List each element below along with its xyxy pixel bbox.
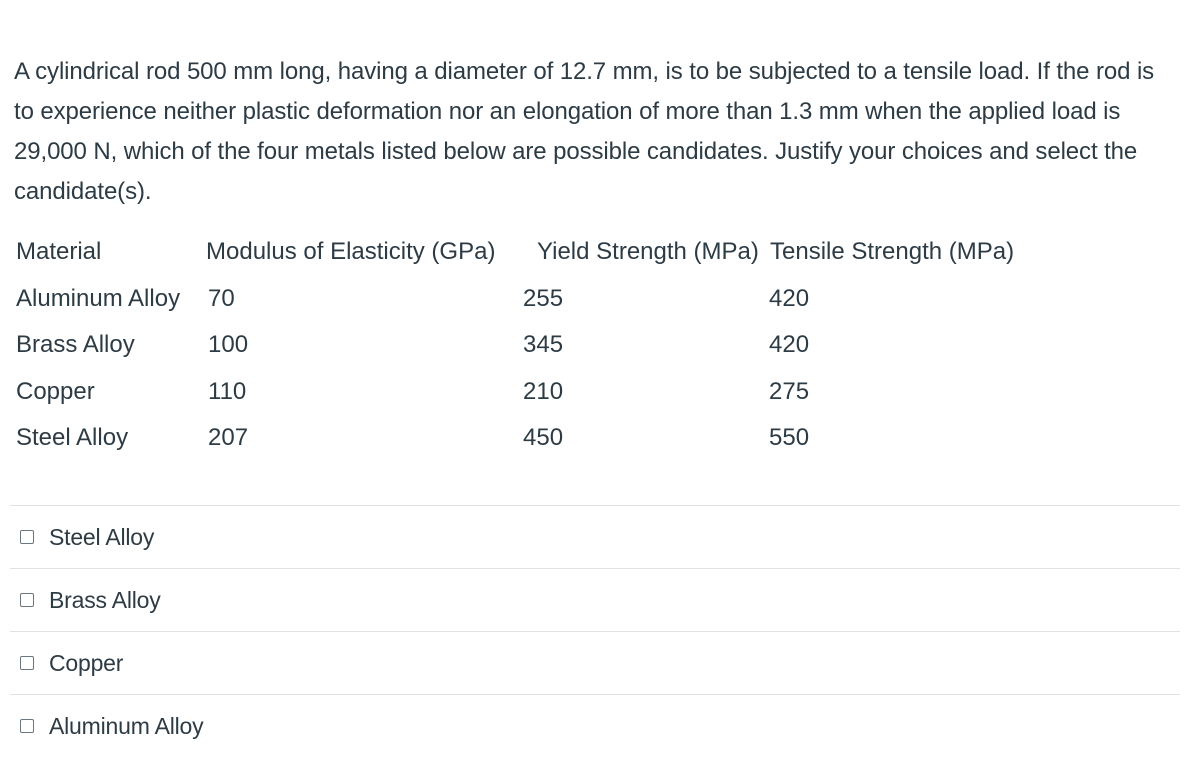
cell-yield: 450 [523,424,564,451]
answer-option-aluminum-alloy[interactable] [10,694,1180,757]
cell-yield: 210 [523,377,564,405]
cell-material: Copper [16,377,95,405]
header-tensile: Tensile Strength (MPa) [770,238,1015,265]
cell-material: Brass Alloy [16,331,135,358]
cell-tensile: 420 [769,331,810,358]
question-text: A cylindrical rod 500 mm long, having a diameter of 12.7 mm, is to be subjected to a tensile load. If the rod is to experience neither plastic deformation nor an elongation of more than 1.3 mm when the applied load is 29,000 N, which of the four metals listed below are possible candidates. Justify your choices and select the candidate(s). [14,58,1155,205]
answer-option-brass-alloy[interactable] [10,568,1180,631]
answer-label: Aluminum Alloy [49,712,204,739]
cell-modulus: 207 [208,424,249,451]
table-row [16,418,1116,465]
answer-label: Brass Alloy [49,586,161,613]
cell-yield: 345 [523,331,564,358]
table-row [16,372,1116,419]
checkbox[interactable] [20,656,34,670]
cell-modulus: 100 [208,331,249,358]
answer-option-copper[interactable] [10,631,1180,694]
header-material: Material [16,238,102,265]
cell-tensile: 420 [769,284,810,312]
cell-modulus: 70 [208,284,235,312]
materials-table [16,232,1116,465]
cell-modulus: 110 [208,377,247,405]
checkbox[interactable] [20,719,34,733]
table-row [16,279,1116,326]
answer-label: Copper [49,649,124,676]
answer-label: Steel Alloy [49,523,155,550]
cell-tensile: 275 [769,377,810,405]
table-header-row [16,232,1116,279]
checkbox[interactable] [20,593,34,607]
table-row [16,325,1116,372]
cell-material: Steel Alloy [16,424,129,451]
answer-option-steel-alloy[interactable] [10,505,1180,568]
answer-list [10,505,1180,757]
header-yield: Yield Strength (MPa) [537,238,759,265]
cell-material: Aluminum Alloy [16,284,181,312]
header-modulus: Modulus of Elasticity (GPa) [206,238,496,265]
checkbox[interactable] [20,530,34,544]
cell-tensile: 550 [769,424,810,451]
cell-yield: 255 [523,284,564,312]
